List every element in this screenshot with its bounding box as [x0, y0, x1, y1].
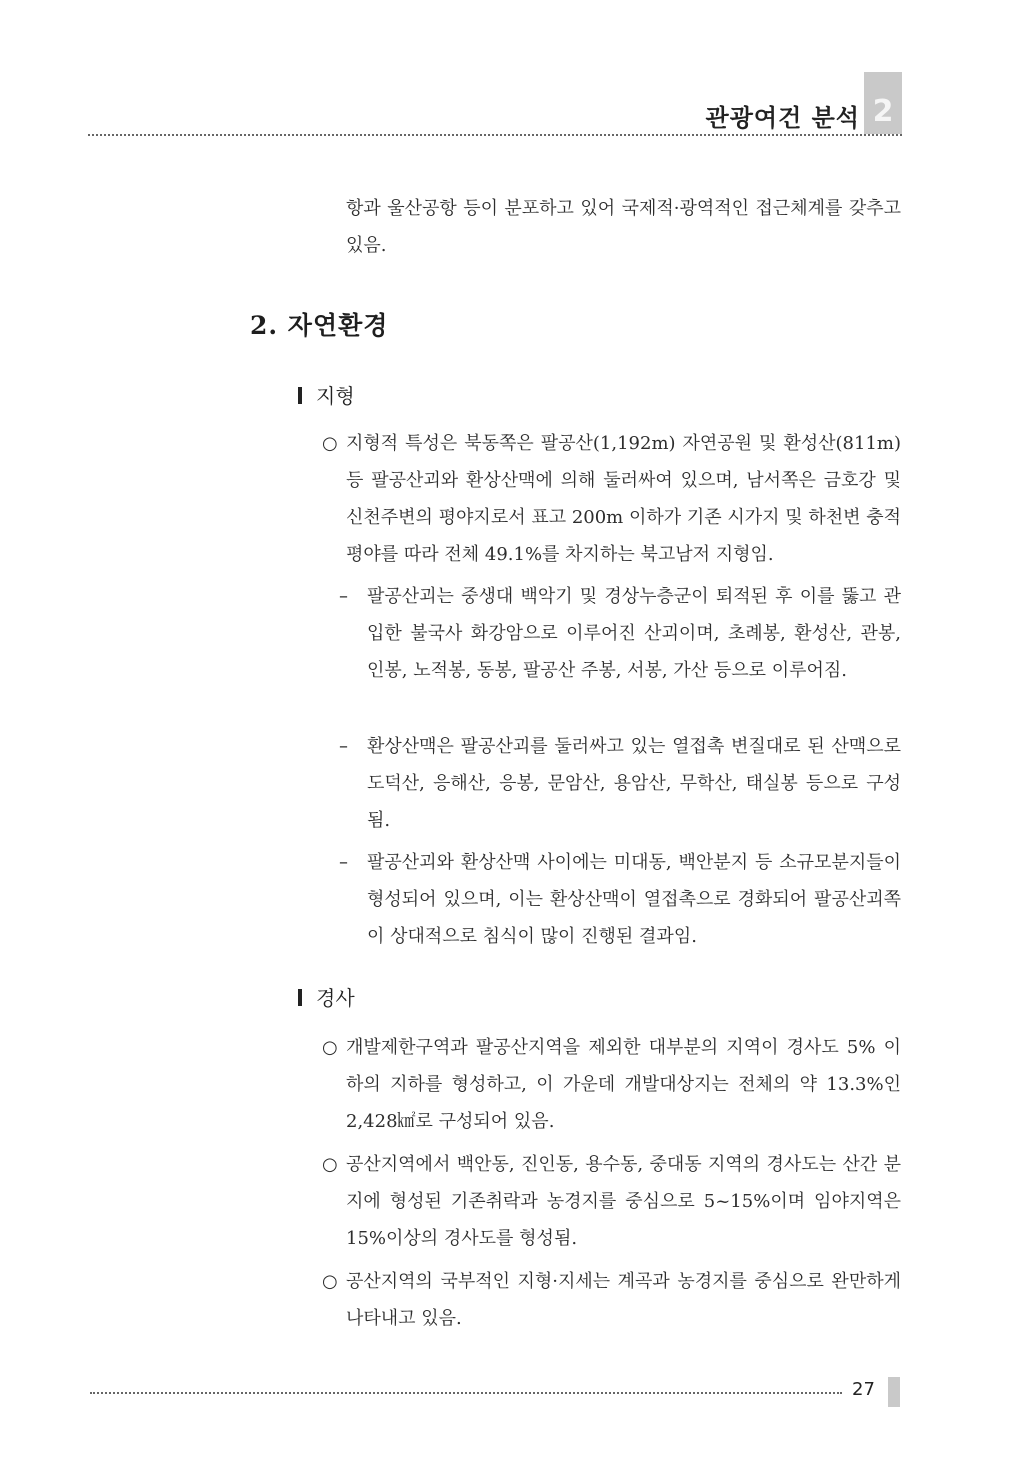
subheading-slope-label: 경사 — [316, 986, 355, 1010]
running-header-title: 관광여건 분석 — [705, 104, 860, 132]
circle-bullet-icon: ○ — [322, 1037, 338, 1058]
circle-bullet-icon: ○ — [322, 1154, 338, 1175]
chapter-tab — [864, 72, 902, 134]
chapter-number: 2 — [872, 94, 894, 129]
slope-item-1: 개발제한구역과 팔공산지역을 제외한 대부분의 지역이 경사도 5% 이하의 지하를 형성하고, 이 가운데 개발대상지는 전체의 약 13.3%인 2,428㎢로 구성되어 있음. — [346, 1037, 901, 1132]
subheading-slope — [298, 982, 355, 1011]
subheading-bar-icon — [298, 387, 302, 404]
section-title: 2. 자연환경 — [250, 311, 389, 340]
topography-sub-item-3: 팔공산괴와 환상산맥 사이에는 미대동, 백안분지 등 소규모분지들이 형성되어 있으며, 이는 환상산맥이 열접촉으로 경화되어 팔공산괴쪽이 상대적으로 침식이 많이 진행된 결과임. — [367, 852, 901, 947]
running-header — [88, 70, 902, 136]
header-dotted-rule — [88, 134, 902, 136]
footer-dotted-rule — [90, 1392, 842, 1394]
subheading-topography-label: 지형 — [316, 384, 355, 408]
subheading-topography — [298, 380, 355, 409]
page-number: 27 — [852, 1379, 875, 1400]
circle-bullet-icon: ○ — [322, 433, 338, 454]
dash-bullet-icon: – — [339, 852, 348, 873]
dash-bullet-icon: – — [339, 736, 348, 757]
topography-main-paragraph: 지형적 특성은 북동쪽은 팔공산(1,192m) 자연공원 및 환성산(811m) 등 팔공산괴와 환상산맥에 의해 둘러싸여 있으며, 남서쪽은 금호강 및 신천주변의 평야지로서 표고 200m 이하가 기존 시가지 및 하천변 충적평야를 따라 전체 49.1%를 차지하는 북고남저 지형임. — [346, 433, 902, 565]
subheading-bar-icon — [298, 989, 302, 1006]
topography-sub-item-2: 환상산맥은 팔공산괴를 둘러싸고 있는 열접촉 변질대로 된 산맥으로 도덕산, 응해산, 응봉, 문암산, 용암산, 무학산, 태실봉 등으로 구성됨. — [367, 736, 901, 831]
circle-bullet-icon: ○ — [322, 1271, 338, 1292]
slope-item-3: 공산지역의 국부적인 지형·지세는 계곡과 농경지를 중심으로 완만하게 나타내고 있음. — [346, 1271, 901, 1329]
dash-bullet-icon: – — [339, 586, 348, 607]
slope-item-2: 공산지역에서 백안동, 진인동, 용수동, 중대동 지역의 경사도는 산간 분지에 형성된 기존취락과 농경지를 중심으로 5~15%이며 임야지역은 15%이상의 경사도를 형성됨. — [346, 1154, 901, 1249]
topography-sub-item-1: 팔공산괴는 중생대 백악기 및 경상누층군이 퇴적된 후 이를 뚫고 관입한 불국사 화강암으로 이루어진 산괴이며, 초례봉, 환성산, 관봉, 인봉, 노적봉, 동봉, 팔공산 주봉, 서봉, 가산 등으로 이루어짐. — [367, 586, 901, 681]
continuation-paragraph: 항과 울산공항 등이 분포하고 있어 국제적·광역적인 접근체계를 갖추고 있음. — [346, 198, 901, 256]
footer-tab — [888, 1377, 900, 1407]
